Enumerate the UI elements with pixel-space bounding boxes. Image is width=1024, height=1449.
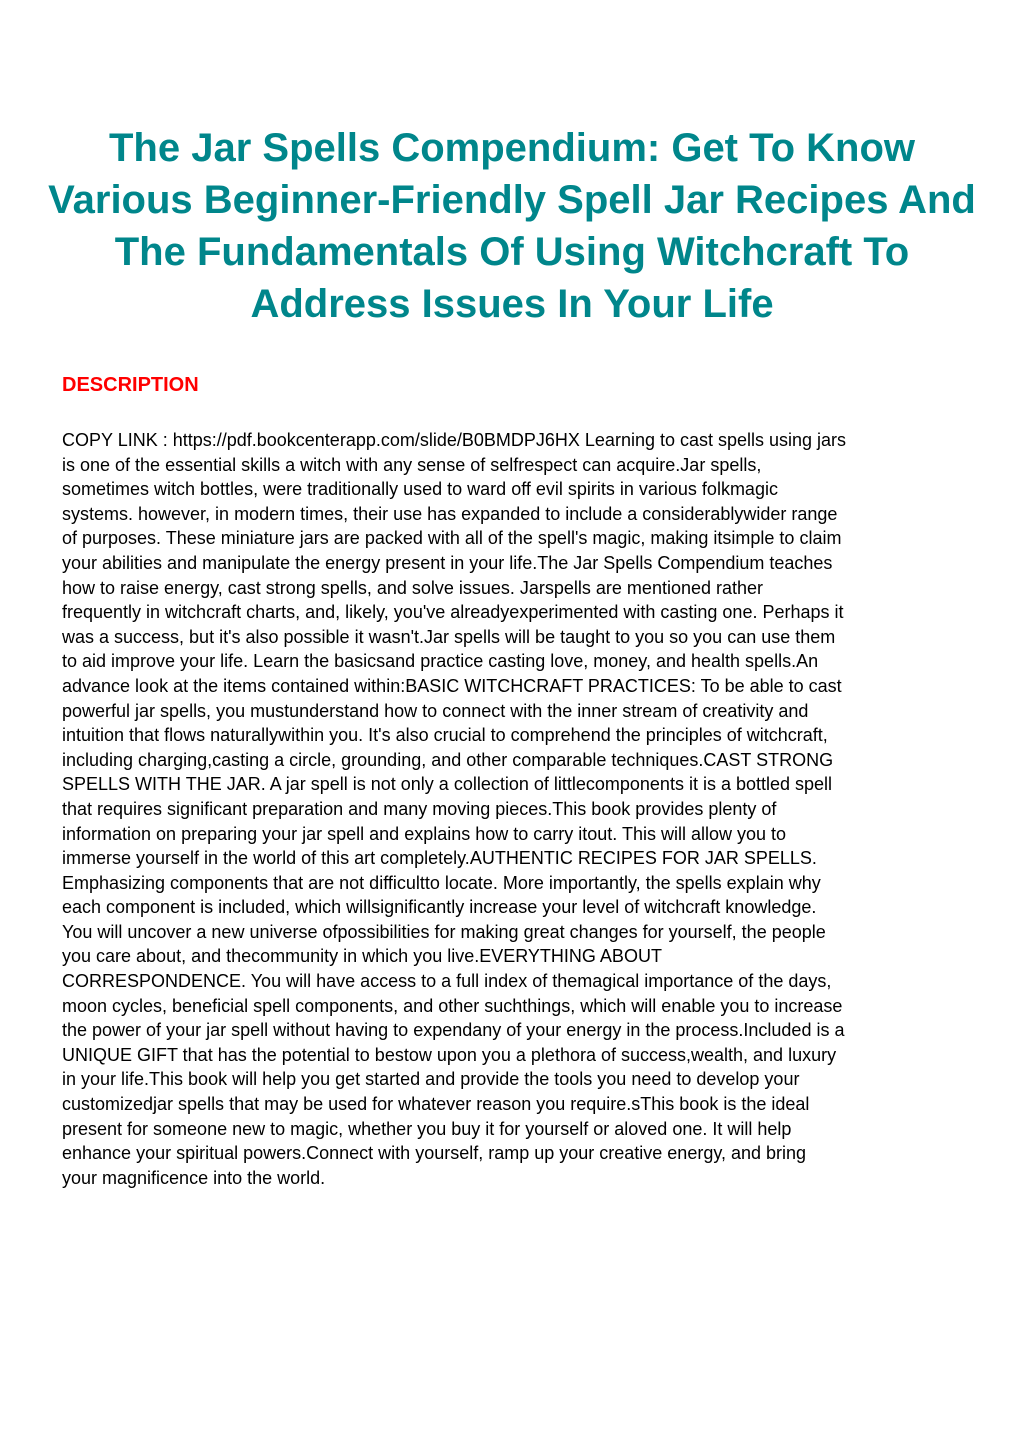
description-line: Emphasizing components that are not difficultto locate. More importantly, the spells explain why [62, 872, 821, 893]
description-line: was a success, but it's also possible it wasn't.Jar spells will be taught to you so you can use them [62, 626, 836, 647]
description-line: UNIQUE GIFT that has the potential to bestow upon you a plethora of success,wealth, and luxury [62, 1044, 837, 1065]
description-line: intuition that flows naturallywithin you. It's also crucial to comprehend the principles of witchcraft, [62, 725, 828, 746]
description-line: sometimes witch bottles, were traditionally used to ward off evil spirits in various folkmagic [62, 479, 778, 500]
description-line: you care about, and thecommunity in which you live.EVERYTHING ABOUT [62, 946, 662, 967]
description-line: each component is included, which willsignificantly increase your level of witchcraft knowledge. [62, 897, 817, 918]
description-line: enhance your spiritual powers.Connect with yourself, ramp up your creative energy, and bring [62, 1143, 807, 1164]
description-line: information on preparing your jar spell and explains how to carry itout. This will allow you to [62, 823, 787, 844]
document-title: The Jar Spells Compendium: Get To Know Various Beginner-Friendly Spell Jar Recipes And The Fundamentals Of Using Witchcraft To Address Issues In Your Life [48, 126, 976, 326]
description-line: is one of the essential skills a witch with any sense of selfrespect can acquire.Jar spells, [62, 454, 762, 475]
description-line: systems. however, in modern times, their use has expanded to include a considerablywider range [62, 503, 838, 524]
description-line: CORRESPONDENCE. You will have access to a full index of themagical importance of the days, [62, 971, 832, 992]
description-line: SPELLS WITH THE JAR. A jar spell is not only a collection of littlecomponents it is a bottled spell [62, 774, 833, 795]
description-line: present for someone new to magic, whether you buy it for yourself or aloved one. It will help [62, 1118, 792, 1139]
description-line: of purposes. These miniature jars are packed with all of the spell's magic, making itsimple to claim [62, 528, 842, 549]
description-line: moon cycles, beneficial spell components, and other suchthings, which will enable you to increase [62, 995, 843, 1016]
description-line: your abilities and manipulate the energy present in your life.The Jar Spells Compendium teaches [62, 552, 833, 573]
description-line: immerse yourself in the world of this art completely.AUTHENTIC RECIPES FOR JAR SPELLS. [62, 848, 817, 869]
description-line: your magnificence into the world. [62, 1167, 326, 1188]
description-line: the power of your jar spell without having to expendany of your energy in the process.Included is a [62, 1020, 845, 1041]
description-line: that requires significant preparation and many moving pieces.This book provides plenty of [62, 798, 777, 819]
description-line: including charging,casting a circle, grounding, and other comparable techniques.CAST STRONG [62, 749, 834, 770]
description-line: frequently in witchcraft charts, and, likely, you've alreadyexperimented with casting one. Perhaps it [62, 602, 844, 623]
description-line: customizedjar spells that may be used for whatever reason you require.sThis book is the ideal [62, 1094, 810, 1115]
description-line: powerful jar spells, you mustunderstand how to connect with the inner stream of creativity and [62, 700, 809, 721]
description-line: COPY LINK : https://pdf.bookcenterapp.com/slide/B0BMDPJ6HX Learning to cast spells using jars [62, 430, 847, 450]
description-line: to aid improve your life. Learn the basicsand practice casting love, money, and health spells.An [62, 651, 819, 672]
description-line: in your life.This book will help you get started and provide the tools you need to develop your [62, 1069, 800, 1090]
section-heading-description: DESCRIPTION [62, 374, 199, 396]
description-body [62, 428, 962, 1190]
description-line: advance look at the items contained within:BASIC WITCHCRAFT PRACTICES: To be able to cast [62, 675, 842, 696]
description-line: how to raise energy, cast strong spells, and solve issues. Jarspells are mentioned rather [62, 577, 764, 598]
description-line: You will uncover a new universe ofpossibilities for making great changes for yourself, the people [62, 921, 826, 942]
